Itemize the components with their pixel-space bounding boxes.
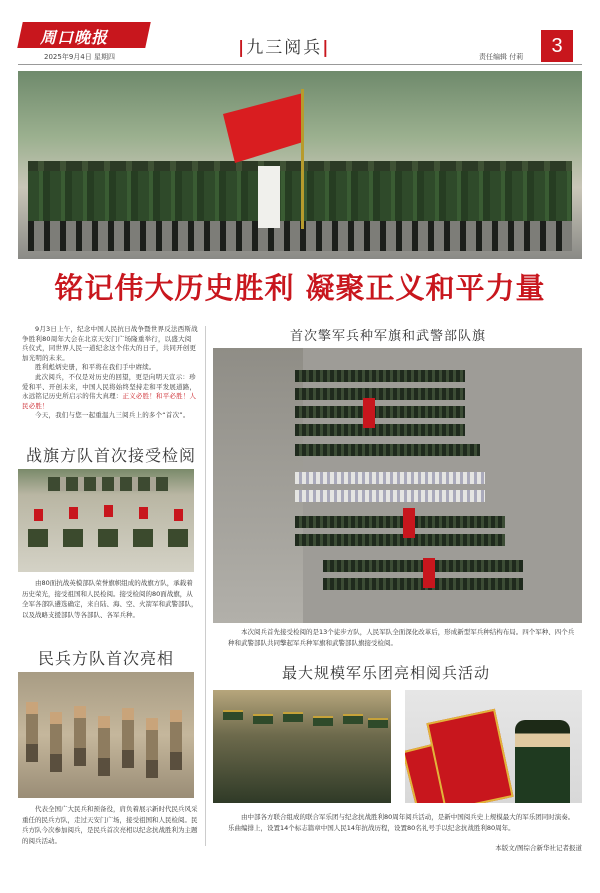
vehicle — [98, 529, 118, 547]
troop-block — [295, 424, 465, 436]
lead-article — [22, 325, 198, 421]
troop-block — [295, 534, 505, 546]
issue-date: 2025年9月4日 星期四 — [44, 53, 115, 61]
subhead-militia: 民兵方队首次亮相 — [38, 649, 175, 668]
battle-flag — [104, 505, 113, 517]
avenue-lane — [213, 348, 303, 623]
masthead-title: 周口晚报 — [40, 28, 109, 47]
editor-credit: 责任编辑 付莉 — [479, 53, 524, 61]
service-flag — [363, 398, 375, 428]
photo-militia-formation — [18, 672, 194, 798]
lead-paragraph-2: 胜利彪炳史册，和平将在我们手中赓续。 — [35, 363, 156, 372]
caption-flag-battalion: 由80面抗战英模部队荣誉旗帜组成的战旗方队，承载着历史荣光，接受祖国和人民检阅。接受检阅的80面战旗，从全军各部队遴选确定，来自陆、海、空、火箭军和武警部队，以及战略支援部队等各部队、各军兵种。 — [22, 579, 198, 619]
band-member-cap — [223, 710, 243, 720]
soldiers-caps — [28, 161, 572, 171]
photo-aerial-formations — [213, 348, 582, 623]
band-member-cap — [343, 714, 363, 724]
militia-member — [74, 706, 86, 766]
navy-block — [295, 490, 485, 502]
subhead-military-band: 最大规模军乐团亮相阅兵活动 — [282, 664, 491, 682]
page-number-badge: 3 — [541, 30, 573, 62]
battle-flag — [174, 509, 183, 521]
vehicle — [133, 529, 153, 547]
conductor — [515, 720, 570, 803]
national-flag — [223, 93, 303, 163]
battle-flag — [34, 509, 43, 521]
photo-military-band-players — [213, 690, 391, 803]
flag-pole — [301, 89, 304, 229]
band-member-cap — [368, 718, 388, 728]
vehicle — [28, 529, 48, 547]
lead-paragraph-3: 此次阅兵，不仅是对历史的回望，更是向明天宣示：珍爱和平、开创未来，中国人民将始终坚持走和平发展道路，永远铭记历史所启示的伟大真理：正义必胜！和平必胜！人民必胜！ — [22, 372, 197, 410]
troop-block — [295, 516, 505, 528]
lead-paragraph-1: 9月3日上午，纪念中国人民抗日战争暨世界反法西斯战争胜利80周年大会在北京天安门广场隆重举行，以盛大阅兵仪式，同世界人民一道纪念这个伟大的日子，共同开创更加光明的未来。 — [22, 325, 198, 362]
militia-member — [26, 702, 38, 762]
battle-flag — [139, 507, 148, 519]
troop-block — [295, 370, 465, 382]
vehicle — [63, 529, 83, 547]
lead-paragraph-4: 今天，我们与您一起重温九三阅兵上的多个“首次”。 — [35, 411, 190, 420]
band-member-cap — [253, 714, 273, 724]
militia-member — [170, 710, 182, 770]
band-member-cap — [283, 712, 303, 722]
service-flag — [403, 508, 415, 538]
militia-member — [98, 716, 110, 776]
column-divider — [205, 326, 206, 846]
militia-member — [122, 708, 134, 768]
newspaper-masthead — [20, 22, 148, 48]
troop-block — [295, 444, 480, 456]
troop-block — [295, 388, 465, 400]
militia-member — [50, 712, 62, 772]
troop-block — [295, 406, 465, 418]
photo-flag-battalion — [18, 469, 194, 572]
militia-member — [146, 718, 158, 778]
soldiers-legs — [28, 221, 572, 251]
navy-block — [295, 472, 485, 484]
section-label: 九三阅兵 — [246, 38, 323, 58]
band-member-cap — [313, 716, 333, 726]
vehicle — [168, 529, 188, 547]
hero-photo-parade-flag-guard — [18, 71, 582, 259]
section-divider-left: | — [238, 38, 247, 58]
photo-band-conductor — [405, 690, 582, 803]
lead-slogan: 正义必胜！和平必胜！人民必胜！ — [22, 392, 197, 410]
soldiers-rank — [28, 171, 572, 223]
subhead-flag-battalion: 战旗方队首次接受检阅 — [26, 446, 197, 465]
caption-militia: 代表全国广大民兵和预备役，肩负着展示新时代民兵风采重任的民兵方队，走过天安门广场，接受祖国和人民检阅。民兵方队今次参加阅兵，是民兵首次亮相以纪念抗战胜利为主题的阅兵活动。 — [22, 805, 198, 845]
battle-flag — [69, 507, 78, 519]
caption-service-flags: 本次阅兵首先接受检阅的是13个徒步方队，人民军队全面深化改革后，形成新型军兵种结构布局。四个军种、四个兵种和武警部队共同擎起军兵种军旗和武警部队旗接受检阅。 — [228, 628, 575, 647]
band-banner — [426, 709, 513, 803]
distant-vehicles — [48, 477, 168, 491]
header-divider — [18, 64, 582, 65]
navy-flag-bearer — [258, 166, 280, 228]
service-flag — [423, 558, 435, 588]
caption-military-band: 由中部各方联合组成的联合军乐团与纪念抗战胜利80周年阅兵活动，是新中国阅兵史上规模最大的军乐团同时演奏。乐曲编排上，设置14个标志篇章中国人民14年抗战历程，设置80名礼号手以纪念抗战胜利80周年。 — [228, 813, 575, 832]
subhead-service-flags: 首次擎军兵种军旗和武警部队旗 — [290, 329, 487, 344]
main-headline: 铭记伟大历史胜利 凝聚正义和平力量 — [54, 271, 546, 305]
section-title — [238, 33, 330, 58]
section-divider-right: | — [322, 38, 331, 58]
photo-credit: 本版文/图综合新华社记者报道 — [495, 844, 582, 852]
